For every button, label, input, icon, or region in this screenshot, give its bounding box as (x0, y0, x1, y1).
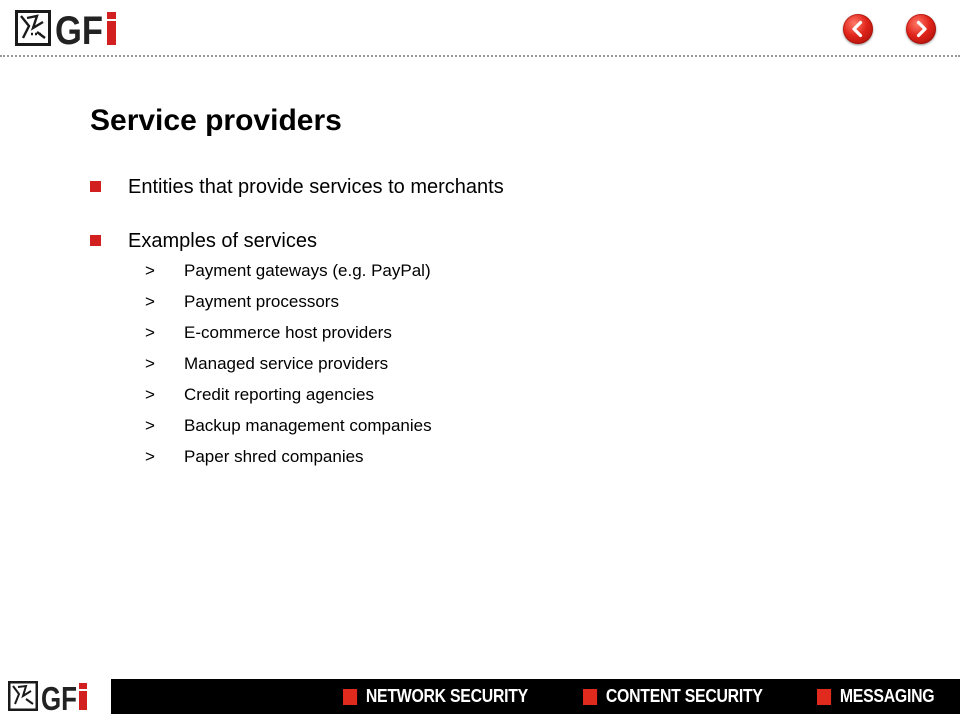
square-bullet-icon (90, 181, 101, 192)
sub-bullet-marker: > (145, 447, 155, 466)
sub-bullet-item (128, 258, 890, 289)
gfi-logo (15, 8, 121, 48)
gfi-footer-logo (8, 679, 90, 713)
bullet-text: Entities that provide services to merchants (128, 176, 504, 198)
footer-label: MESSAGING (839, 686, 935, 706)
red-square-icon (583, 689, 597, 705)
sub-bullet-item (128, 413, 890, 444)
red-square-icon (343, 689, 357, 705)
next-slide-button[interactable] (906, 14, 936, 44)
sub-bullet-text: Payment processors (184, 292, 339, 311)
svg-text:GF: GF (41, 680, 77, 713)
previous-slide-button[interactable] (843, 14, 873, 44)
sub-bullet-item (128, 320, 890, 351)
svg-text:GF: GF (55, 9, 103, 48)
bullet-list (90, 175, 890, 505)
sub-bullet-marker: > (145, 416, 155, 435)
sub-bullet-marker: > (145, 292, 155, 311)
sub-bullet-marker: > (145, 385, 155, 404)
footer-network-security (343, 679, 528, 714)
bullet-item (90, 175, 890, 199)
bullet-text: Examples of services (128, 230, 317, 252)
square-bullet-icon (90, 235, 101, 246)
footer-messaging (817, 679, 934, 714)
slide-title: Service providers (90, 104, 342, 137)
sub-bullet-item (128, 351, 890, 382)
sub-bullet-text: Paper shred companies (184, 447, 364, 466)
sub-bullet-text: Backup management companies (184, 416, 432, 435)
sub-bullet-item (128, 289, 890, 320)
sub-bullet-list (128, 258, 890, 475)
footer-content-security (583, 679, 763, 714)
sub-bullet-item (128, 444, 890, 475)
chevron-left-icon (843, 14, 873, 44)
footer-label: CONTENT SECURITY (605, 686, 763, 706)
sub-bullet-text: Credit reporting agencies (184, 385, 374, 404)
footer-label: NETWORK SECURITY (365, 686, 528, 706)
sub-bullet-marker: > (145, 261, 155, 280)
red-square-icon (817, 689, 831, 705)
sub-bullet-marker: > (145, 323, 155, 342)
chevron-right-icon (906, 14, 936, 44)
sub-bullet-text: Managed service providers (184, 354, 389, 373)
bullet-item (90, 229, 890, 475)
sub-bullet-item (128, 382, 890, 413)
sub-bullet-text: E-commerce host providers (184, 323, 392, 342)
sub-bullet-text: Payment gateways (e.g. PayPal) (184, 261, 431, 280)
header-divider (0, 55, 960, 57)
sub-bullet-marker: > (145, 354, 155, 373)
footer-bar (111, 679, 960, 714)
